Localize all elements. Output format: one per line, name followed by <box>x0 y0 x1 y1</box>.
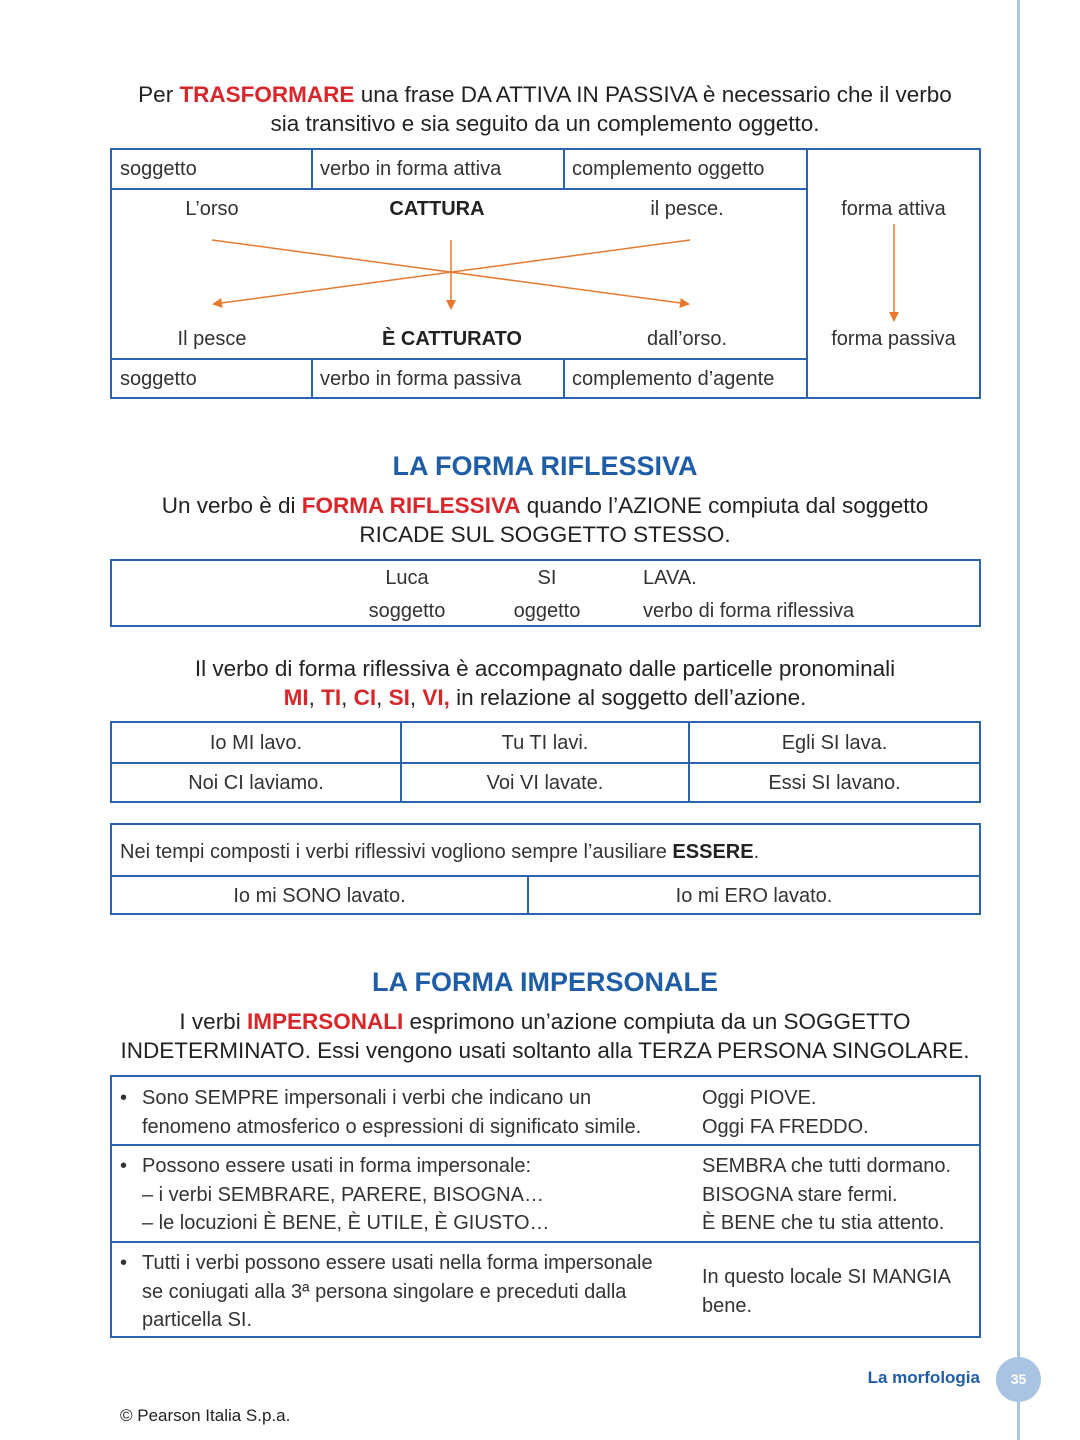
section-name: La morfologia <box>867 1368 980 1387</box>
page-number-badge: 35 <box>996 1357 1041 1402</box>
conj-noi: Noi CI laviamo. <box>188 772 324 794</box>
transformation-arrows <box>112 220 806 320</box>
active-subject: L’orso <box>185 198 239 220</box>
particles-intro: Il verbo di forma riflessiva è accompagnato dalle particelle pronominali MI, TI, CI, SI, VI, in relazione al soggetto dell’azione. <box>194 656 896 710</box>
example-verb: LAVA. <box>643 567 697 589</box>
label-passive-form: forma passiva <box>831 328 956 350</box>
role-subject: soggetto <box>368 600 446 622</box>
compound-rule: Nei tempi composti i verbi riflessivi vogliono sempre l’ausiliare ESSERE. <box>120 841 760 863</box>
compound-example-2: Io mi ERO lavato. <box>675 885 833 907</box>
footer-passive-verb: verbo in forma passiva <box>320 368 522 390</box>
compound-tenses-box <box>110 823 981 915</box>
conjugation-table <box>110 721 981 803</box>
impersonal-title: LA FORMA IMPERSONALE <box>372 967 718 997</box>
footer-subject: soggetto <box>120 368 197 390</box>
active-passive-table <box>110 148 981 399</box>
header-subject: soggetto <box>120 158 197 180</box>
footer-agent: complemento d’agente <box>572 368 775 390</box>
header-active-verb: verbo in forma attiva <box>320 158 502 180</box>
passive-agent: dall’orso. <box>646 328 728 350</box>
reflexive-example-box <box>110 559 981 627</box>
passive-subject: Il pesce <box>177 328 247 350</box>
conj-io: Io MI lavo. <box>209 732 303 754</box>
active-passive-intro: Per TRASFORMARE una frase DA ATTIVA IN PASSIVA è necessario che il verbo sia transitivo e sia seguito da un complemento oggetto. <box>138 82 952 136</box>
impersonal-table: • Sono SEMPRE impersonali i verbi che indicano un fenomeno atmosferico o espressioni di significato simile. Oggi PIOVE. Oggi FA FREDDO. • Possono essere usati in forma impersonale: – i verbi SEMBRARE, PARERE, BISOGNA… – le locuzioni È BENE, È UTILE, È GIUSTO… SEMBRA che tutti dormano. BISOGNA stare fermi. È BENE che tu stia attento. • Tutti i verbi possono essere usati nella forma impersonale se coniugati alla 3ª persona singolare e preceduti dalla particella SI. In questo locale SI MANGIA bene. <box>110 1075 981 1338</box>
example-subject: Luca <box>385 567 429 589</box>
conj-voi: Voi VI lavate. <box>486 772 604 794</box>
passive-verb: È CATTURATO <box>382 328 522 350</box>
role-verb: verbo di forma riflessiva <box>643 600 855 622</box>
example-particle: SI <box>537 567 557 589</box>
compound-example-1: Io mi SONO lavato. <box>233 885 406 907</box>
active-verb: CATTURA <box>389 198 485 220</box>
role-object: oggetto <box>513 600 581 622</box>
reflexive-title: LA FORMA RIFLESSIVA <box>392 451 698 481</box>
reflexive-intro: Un verbo è di FORMA RIFLESSIVA quando l’AZIONE compiuta dal soggetto RICADE SUL SOGGETTO STESSO. <box>161 493 929 547</box>
header-object: complemento oggetto <box>572 158 765 180</box>
active-object: il pesce. <box>650 198 724 220</box>
page-margin-rule <box>1017 0 1020 1440</box>
form-arrow <box>882 224 906 328</box>
conj-essi: Essi SI lavano. <box>768 772 901 794</box>
label-active-form: forma attiva <box>841 198 946 220</box>
conj-egli: Egli SI lava. <box>781 732 888 754</box>
impersonal-intro: I verbi IMPERSONALI esprimono un’azione compiuta da un SOGGETTO INDETERMINATO. Essi vengono usati soltanto alla TERZA PERSONA SINGOLARE. <box>120 1009 970 1063</box>
conj-tu: Tu TI lavi. <box>501 732 589 754</box>
copyright-notice: © Pearson Italia S.p.a. <box>120 1406 291 1425</box>
